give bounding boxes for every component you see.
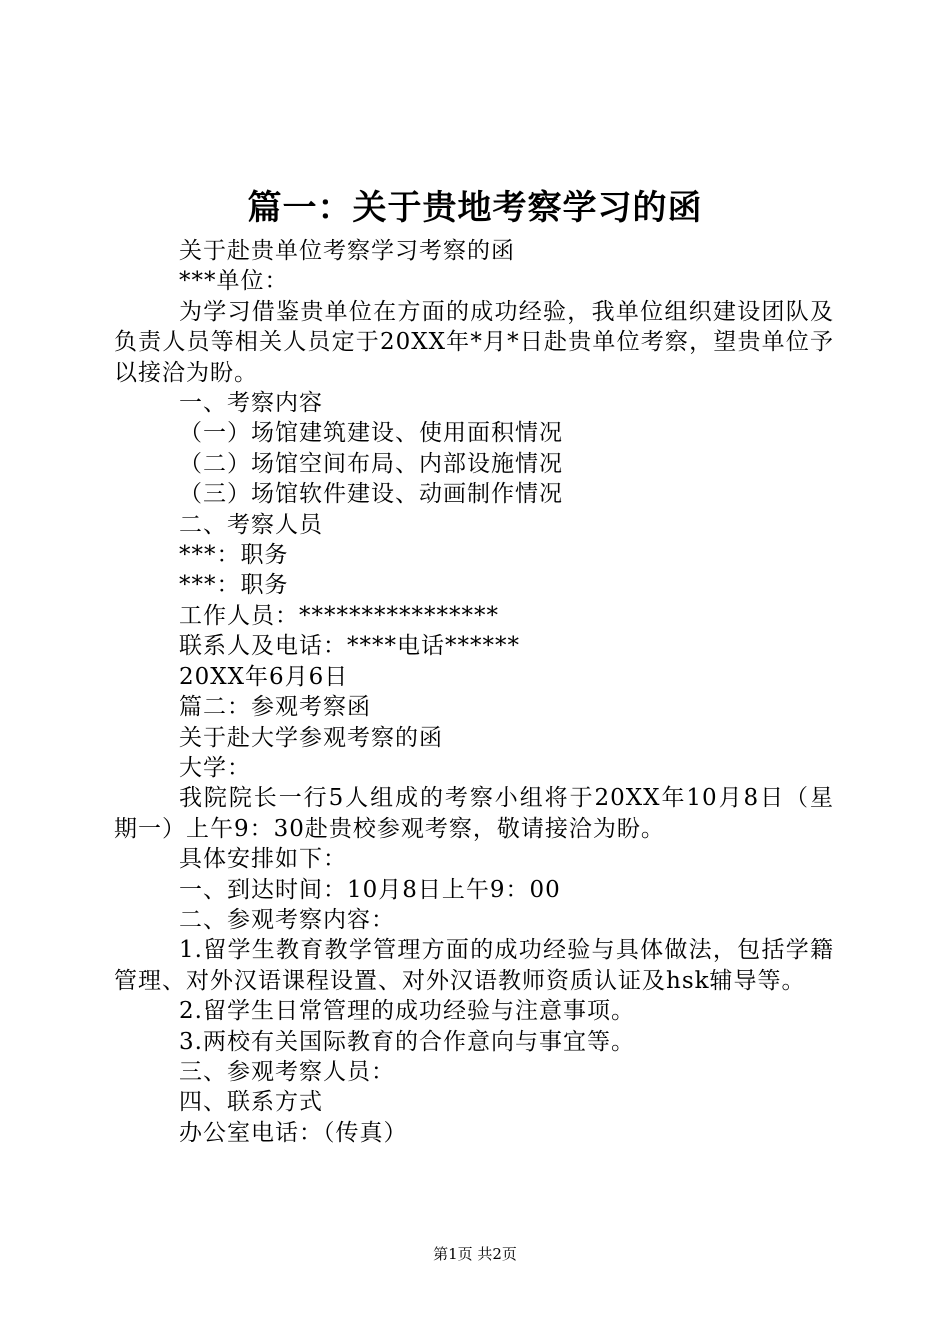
paragraph: 篇二：参观考察函 <box>179 694 371 721</box>
paragraph: 工作人员：**************** <box>179 602 499 629</box>
paragraph: 20XX年6月6日 <box>179 663 349 690</box>
paragraph: 3.两校有关国际教育的合作意向与事宜等。 <box>179 1028 635 1055</box>
document-title: 篇一：关于贵地考察学习的函 <box>247 188 703 228</box>
document-body <box>114 236 834 1148</box>
paragraph: 三、参观考察人员： <box>179 1058 395 1085</box>
paragraph: （一）场馆建筑建设、使用面积情况 <box>179 420 563 447</box>
paragraph: ***：职务 <box>179 572 289 599</box>
paragraph: 一、考察内容 <box>179 390 323 417</box>
paragraph: 具体安排如下： <box>179 846 347 873</box>
paragraph: 关于赴贵单位考察学习考察的函 <box>179 238 515 264</box>
paragraph: 二、考察人员 <box>179 511 323 538</box>
paragraph: 关于赴大学参观考察的函 <box>179 724 443 751</box>
paragraph: 大学： <box>179 754 251 781</box>
paragraph: 一、到达时间：10月8日上午9：00 <box>179 876 561 903</box>
paragraph: ***单位： <box>179 268 289 295</box>
paragraph: 2.留学生日常管理的成功经验与注意事项。 <box>179 998 635 1025</box>
paragraph: 四、联系方式 <box>179 1089 323 1116</box>
paragraph: （二）场馆空间布局、内部设施情况 <box>179 450 563 477</box>
paragraph: 我院院长一行5人组成的考察小组将于20XX年10月8日（星期一）上午9：30赴贵校参观考察，敬请接洽为盼。 <box>114 785 834 842</box>
paragraph: ***：职务 <box>179 542 289 569</box>
page-footer: 第1页 共2页 <box>433 1245 517 1263</box>
paragraph: （三）场馆软件建设、动画制作情况 <box>179 481 563 508</box>
paragraph: 二、参观考察内容： <box>179 906 395 933</box>
paragraph: 联系人及电话：****电话****** <box>179 633 520 660</box>
paragraph: 1.留学生教育教学管理方面的成功经验与具体做法，包括学籍管理、对外汉语课程设置、对外汉语教师资质认证及hsk辅导等。 <box>114 937 834 994</box>
paragraph: 为学习借鉴贵单位在方面的成功经验，我单位组织建设团队及负责人员等相关人员定于20XX年*月*日赴贵单位考察，望贵单位予以接洽为盼。 <box>114 298 834 386</box>
paragraph: 办公室电话：（传真） <box>179 1119 408 1146</box>
